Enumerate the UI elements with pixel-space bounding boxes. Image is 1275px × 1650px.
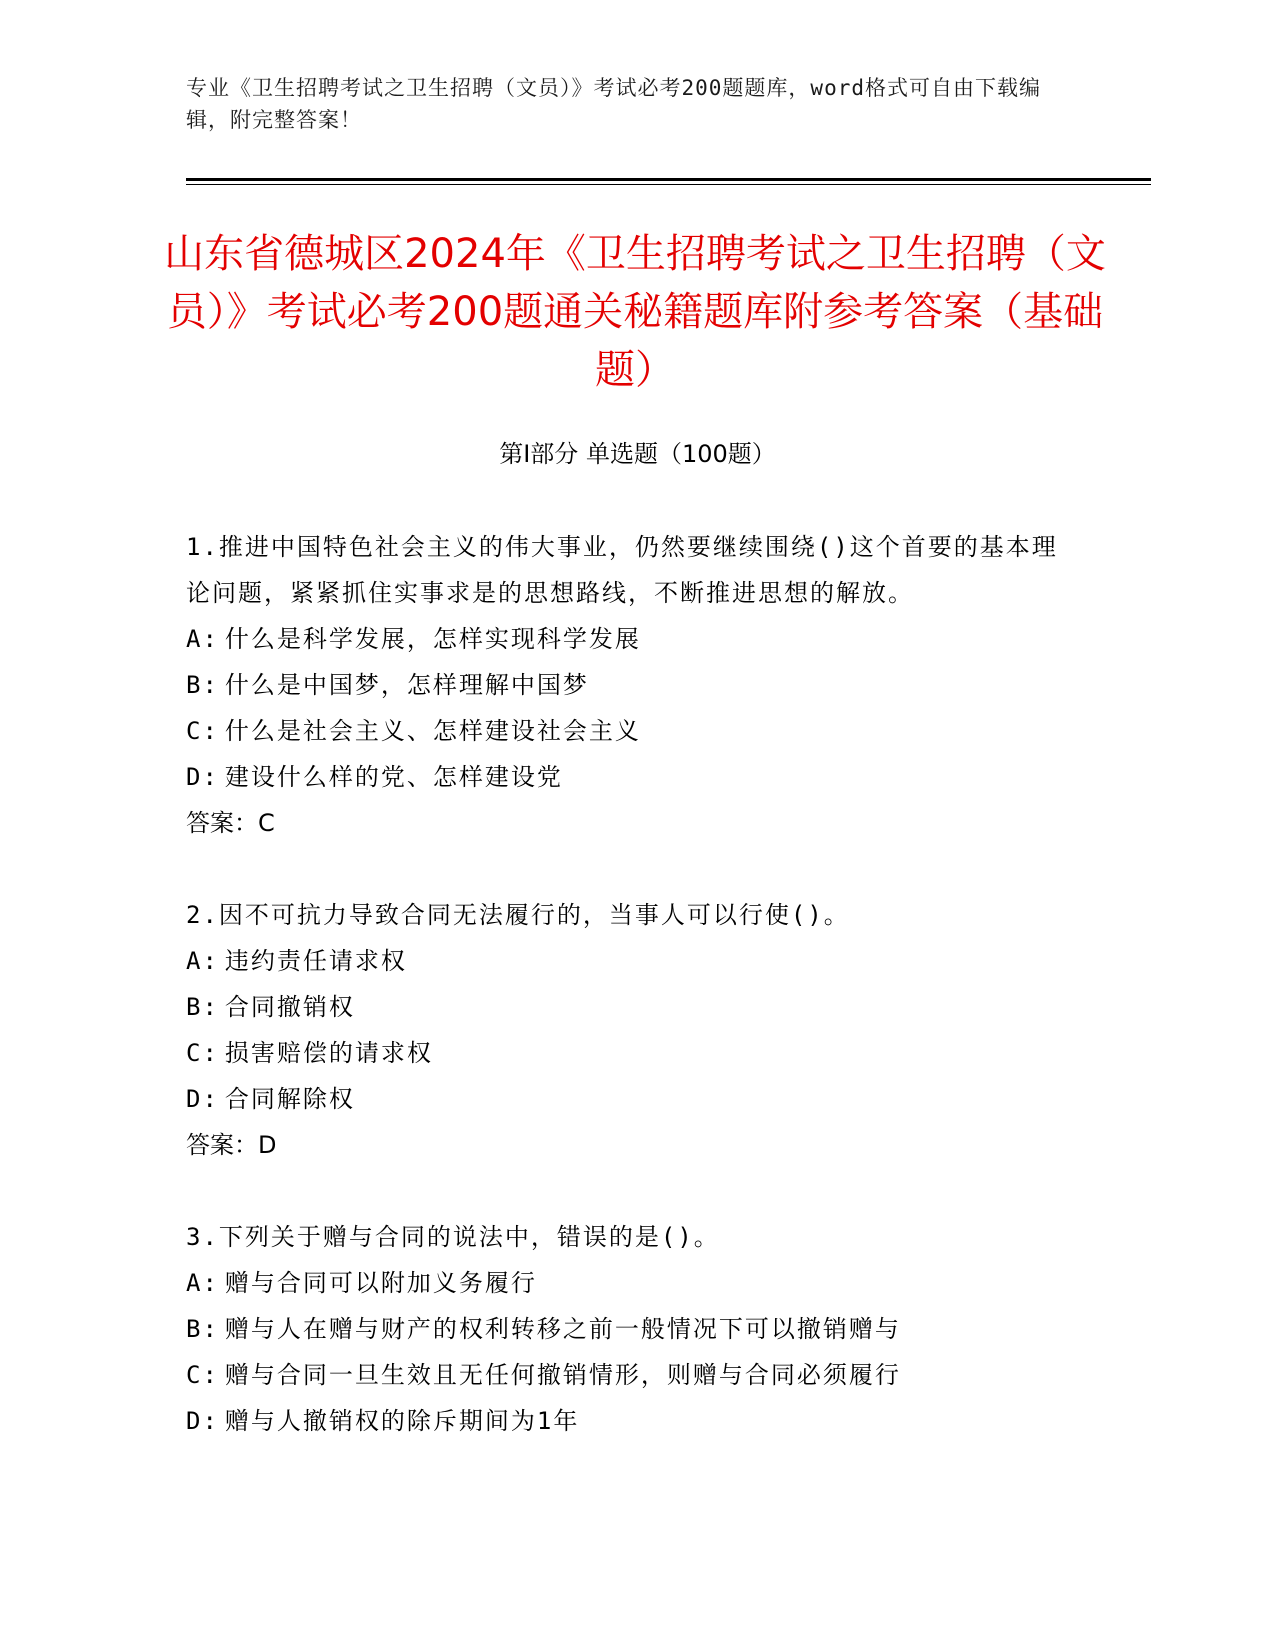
option-letter: C: <box>186 1361 219 1389</box>
option-letter: B: <box>186 993 219 1021</box>
option-text: 赠与人在赠与财产的权利转移之前一般情况下可以撤销赠与 <box>224 1315 901 1343</box>
option-letter: A: <box>186 947 219 975</box>
option-letter: C: <box>186 1039 219 1067</box>
option-text: 什么是科学发展，怎样实现科学发展 <box>224 625 641 653</box>
option-letter: D: <box>186 1407 219 1435</box>
question-stem: 1.推进中国特色社会主义的伟大事业，仍然要继续围绕()这个首要的基本理论问题，紧紧抓住实事求是的思想路线，不断推进思想的解放。 <box>186 533 1058 607</box>
option-letter: A: <box>186 1269 219 1297</box>
option-text: 违约责任请求权 <box>224 947 407 975</box>
option-letter: D: <box>186 763 219 791</box>
option-text: 赠与人撤销权的除斥期间为1年 <box>224 1407 580 1435</box>
document-title: 山东省德城区2024年《卫生招聘考试之卫生招聘（文员）》考试必考200题通关秘籍题库附参考答案（基础题） <box>164 231 1106 393</box>
option-text: 赠与合同可以附加义务履行 <box>224 1269 537 1297</box>
option-text: 合同撤销权 <box>224 993 355 1021</box>
header-note: 专业《卫生招聘考试之卫生招聘（文员）》考试必考200题题库，word格式可自由下载编辑，附完整答案！ <box>186 76 1041 132</box>
option-d <box>186 1398 1066 1444</box>
question-spacer <box>186 846 1066 892</box>
option-b <box>186 1306 1066 1352</box>
option-a <box>186 938 1066 984</box>
question-list <box>186 524 1066 1444</box>
question-2 <box>186 892 1066 1168</box>
option-c <box>186 1352 1066 1398</box>
option-letter: A: <box>186 625 219 653</box>
option-b <box>186 662 1066 708</box>
option-text: 什么是社会主义、怎样建设社会主义 <box>224 717 641 745</box>
question-spacer <box>186 1168 1066 1214</box>
header-divider <box>186 178 1151 181</box>
question-3 <box>186 1214 1066 1444</box>
header-divider-thin <box>186 184 1151 185</box>
question-stem: 3.下列关于赠与合同的说法中，错误的是()。 <box>186 1223 720 1251</box>
option-d <box>186 754 1066 800</box>
answer-key: 答案：C <box>186 809 275 837</box>
option-d <box>186 1076 1066 1122</box>
option-a <box>186 616 1066 662</box>
option-letter: D: <box>186 1085 219 1113</box>
option-letter: C: <box>186 717 219 745</box>
option-letter: B: <box>186 1315 219 1343</box>
answer-key: 答案：D <box>186 1131 277 1159</box>
question-1 <box>186 524 1066 846</box>
option-text: 合同解除权 <box>224 1085 355 1113</box>
option-b <box>186 984 1066 1030</box>
option-c <box>186 1030 1066 1076</box>
option-text: 建设什么样的党、怎样建设党 <box>224 763 563 791</box>
option-text: 赠与合同一旦生效且无任何撤销情形，则赠与合同必须履行 <box>224 1361 901 1389</box>
option-a <box>186 1260 1066 1306</box>
option-letter: B: <box>186 671 219 699</box>
option-text: 损害赔偿的请求权 <box>224 1039 433 1067</box>
question-stem: 2.因不可抗力导致合同无法履行的，当事人可以行使()。 <box>186 901 850 929</box>
option-text: 什么是中国梦，怎样理解中国梦 <box>224 671 589 699</box>
section-heading: 第Ⅰ部分 单选题（100题） <box>499 440 776 468</box>
option-c <box>186 708 1066 754</box>
